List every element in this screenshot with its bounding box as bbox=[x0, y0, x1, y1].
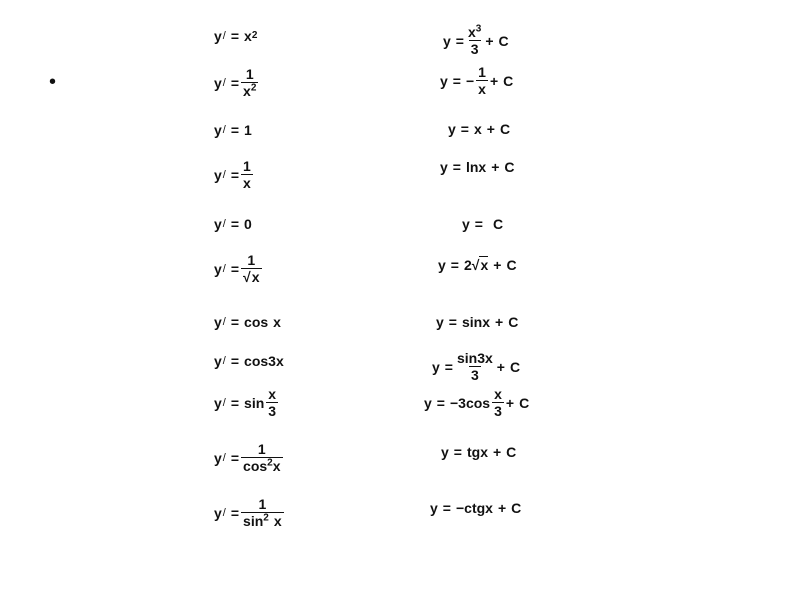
derivative-3: y / = 1 bbox=[214, 122, 252, 138]
derivative-5: y / = 0 bbox=[214, 216, 252, 232]
antiderivative-2: y = − $\frac{1}{x}$ + C bbox=[440, 64, 514, 97]
antiderivative-3: y = x + C bbox=[448, 121, 511, 137]
antiderivative-10: y = tgx + C bbox=[441, 444, 517, 460]
derivative-9: y / = sin $\frac{x}{3}$ bbox=[214, 386, 277, 419]
bullet: • bbox=[49, 71, 57, 93]
antiderivative-6: y = 2 √ x + C bbox=[438, 256, 517, 273]
derivative-8: y / = cos3x bbox=[214, 353, 284, 369]
antiderivative-8: y = $\frac{\sin 3x}{3}$ + C bbox=[432, 350, 521, 383]
derivative-2: y / = $\frac{1}{x^2}$ bbox=[214, 66, 257, 99]
derivative-10: y / = $\frac{1}{\cos^2x}$ bbox=[214, 441, 281, 474]
antiderivative-5: y = C bbox=[462, 216, 504, 232]
antiderivative-1: y = $\frac{x^3}{3}$ + C bbox=[443, 23, 509, 57]
antiderivative-4: y = lnx + C bbox=[440, 159, 515, 175]
derivative-1: y / = x 2 bbox=[214, 28, 258, 44]
antiderivative-7: y = sinx + C bbox=[436, 314, 519, 330]
derivative-7: y / = cos x bbox=[214, 314, 281, 330]
antiderivative-9: y = −3cos $\frac{x}{3}$ + C bbox=[424, 386, 530, 419]
derivative-6: y / = $\frac{1}{√x}$ bbox=[214, 252, 260, 285]
derivative-4: y / = $\frac{1}{x}$ bbox=[214, 158, 251, 191]
derivative-11: y / = $\frac{1}{\sin^2 x}$ bbox=[214, 496, 282, 529]
antiderivative-11: y = −ctgx + C bbox=[430, 500, 522, 516]
